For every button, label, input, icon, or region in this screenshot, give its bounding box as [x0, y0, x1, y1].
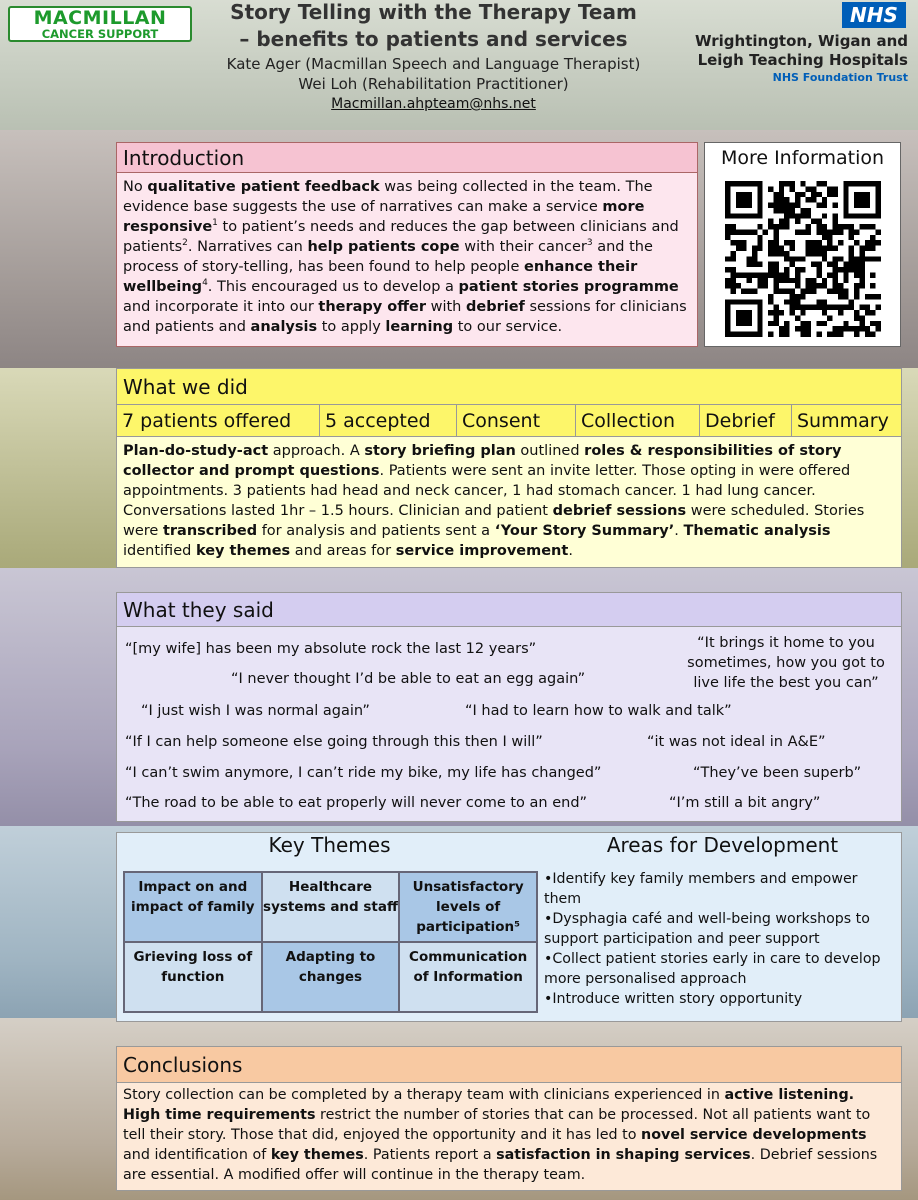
- theme-cell: Healthcare systems and staff: [262, 872, 400, 942]
- poster-title: Story Telling with the Therapy Team: [230, 0, 637, 24]
- quote-road: “The road to be able to eat properly will never come to an end”: [125, 795, 588, 811]
- development-item: •Dysphagia café and well-being workshops to support participation and peer support: [544, 911, 870, 947]
- conclusions-text: Story collection can be completed by a therapy team with clinicians experienced in active listening. High time requirements restrict the number of stories that can be processed. Not all patients want to tell their story. Those that did, enjoyed the opportunity and it has led to novel service developments and identification of key themes. Patients report a satisfaction in shaping services. Debrief sessions are essential. A modified offer will continue in the therapy team.: [123, 1087, 878, 1183]
- quote-egg: “I never thought I’d be able to eat an egg again”: [231, 671, 586, 687]
- quote-brings-home-3: live life the best you can”: [693, 675, 879, 691]
- development-list: [544, 869, 898, 1009]
- conclusions-title: Conclusions: [117, 1047, 901, 1083]
- introduction-title: Introduction: [117, 143, 697, 173]
- key-themes-panel: [116, 832, 902, 1022]
- qr-code[interactable]: [725, 181, 881, 337]
- nhs-logo: NHS: [842, 2, 906, 28]
- trust-name: Wrightington, Wigan and Leigh Teaching Hospitals NHS Foundation Trust: [694, 32, 908, 84]
- themes-grid: [123, 871, 538, 1013]
- key-themes-title: Key Themes: [268, 833, 391, 857]
- quote-brings-home-2: sometimes, how you got to: [687, 655, 885, 671]
- quote-walk-talk: “I had to learn how to walk and talk”: [465, 703, 732, 719]
- introduction-text: No qualitative patient feedback was being collected in the team. The evidence base suggests the use of narratives can make a service more responsive$^1$ to patient’s needs and reduces the gap between clinicians and patients$^2$. Narratives can help patients cope with their cancer$^3$ and the process of story-telling, has been found to help people enhance their wellbeing$^4$. This encouraged us to develop a patient stories programme and incorporate it into our therapy offer with debrief sessions for clinicians and patients and analysis to apply learning to our service.: [123, 179, 687, 335]
- theme-cell: Unsatisfactory levels of participation⁵: [399, 872, 537, 942]
- conclusions-panel: [116, 1046, 902, 1191]
- step-offered: 7 patients offered: [117, 405, 320, 436]
- quote-wife: “[my wife] has been my absolute rock the last 12 years”: [125, 641, 537, 657]
- contact-email-link[interactable]: Macmillan.ahpteam@nhs.net: [331, 96, 536, 112]
- poster-header: [0, 0, 918, 128]
- step-debrief: Debrief: [700, 405, 792, 436]
- quote-superb: “They’ve been superb”: [693, 765, 862, 781]
- author-2: Wei Loh (Rehabilitation Practitioner): [298, 75, 569, 93]
- quote-ae: “it was not ideal in A&E”: [647, 734, 826, 750]
- step-consent: Consent: [457, 405, 576, 436]
- more-information-panel: [704, 142, 901, 347]
- development-item: •Collect patient stories early in care to develop more personalised approach: [544, 951, 881, 987]
- what-they-said-panel: [116, 592, 902, 822]
- quote-help-someone: “If I can help someone else going through this then I will”: [125, 734, 543, 750]
- quote-swim: “I can’t swim anymore, I can’t ride my bike, my life has changed”: [125, 765, 602, 781]
- theme-cell: Adapting to changes: [262, 942, 400, 1012]
- quote-normal: “I just wish I was normal again”: [141, 703, 370, 719]
- what-they-said-title: What they said: [117, 593, 901, 627]
- step-accepted: 5 accepted: [320, 405, 457, 436]
- step-collection: Collection: [576, 405, 700, 436]
- poster-subtitle: – benefits to patients and services: [239, 27, 628, 51]
- introduction-panel: [116, 142, 698, 347]
- what-we-did-title: What we did: [117, 369, 901, 405]
- theme-cell: Communication of Information: [399, 942, 537, 1012]
- development-item: •Identify key family members and empower them: [544, 871, 858, 907]
- quote-brings-home-1: “It brings it home to you: [697, 635, 875, 651]
- macmillan-logo: MACMILLAN CANCER SUPPORT: [8, 6, 192, 42]
- step-summary: Summary: [797, 410, 889, 432]
- areas-development-title: Areas for Development: [606, 833, 839, 857]
- author-1: Kate Ager (Macmillan Speech and Language Therapist): [226, 55, 641, 73]
- theme-cell: Impact on and impact of family: [124, 872, 262, 942]
- more-information-title: More Information: [720, 147, 885, 169]
- development-item: •Introduce written story opportunity: [544, 991, 803, 1007]
- process-steps: [117, 405, 901, 437]
- title-block: [196, 0, 671, 114]
- theme-cell: Grieving loss of function: [124, 942, 262, 1012]
- what-we-did-panel: [116, 368, 902, 568]
- what-we-did-text: Plan-do-study-act approach. A story briefing plan outlined roles & responsibilities of story collector and prompt questions. Patients were sent an invite letter. Those opting in were offered appointments. 3 patients had head and neck cancer, 1 had stomach cancer. 1 had lung cancer. Conversations lasted 1hr – 1.5 hours. Clinician and patient debrief sessions were scheduled. Stories were transcribed for analysis and patients sent a ‘Your Story Summary’. Thematic analysis identified key themes and areas for service improvement.: [123, 443, 865, 559]
- quote-angry: “I’m still a bit angry”: [669, 795, 821, 811]
